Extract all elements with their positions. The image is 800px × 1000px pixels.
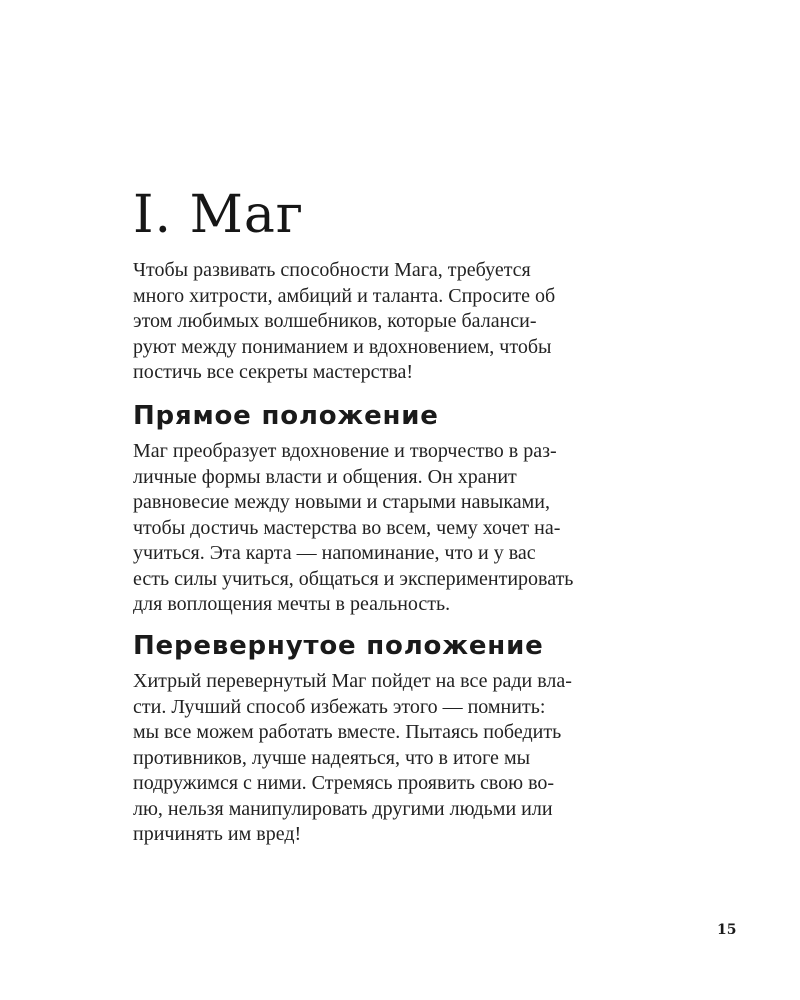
upright-paragraph [133,439,693,618]
reversed-heading: Перевернутое положение [133,631,544,661]
reversed-line: Хитрый перевернутый Маг пойдет на все ради вла- [133,670,572,692]
upright-heading: Прямое положение [133,401,439,431]
upright-line: учиться. Эта карта — напоминание, что и у вас [133,542,536,564]
reversed-line: сти. Лучший способ избежать этого — помнить: [133,695,546,718]
reversed-line: противников, лучше надеяться, что в итоге мы [133,746,531,769]
reversed-paragraph [133,669,693,848]
upright-line: Маг преобразует вдохновение и творчество в раз- [133,440,557,462]
upright-line: чтобы достичь мастерства во всем, чему хочет на- [133,516,561,539]
reversed-line: подружимся с ними. Стремясь проявить свою во- [133,772,555,794]
intro-paragraph [133,258,693,386]
reversed-line: причинять им вред! [133,823,302,845]
upright-line: есть силы учиться, общаться и экспериментировать [133,567,574,590]
intro-line: много хитрости, амбиций и таланта. Спросите об [133,284,556,307]
page-number: 15 [717,922,737,938]
intro-line: руют между пониманием и вдохновением, чтобы [133,335,552,358]
upright-line: равновесие между новыми и старыми навыками, [133,491,551,513]
intro-line: постичь все секреты мастерства! [133,361,414,383]
reversed-line: мы все можем работать вместе. Пытаясь победить [133,721,562,743]
intro-line: этом любимых волшебников, которые баланси- [133,310,537,332]
upright-line: для воплощения мечты в реальность. [133,593,451,615]
reversed-line: лю, нельзя манипулировать другими людьми или [133,797,553,820]
intro-line: Чтобы развивать способности Мага, требуется [133,259,531,281]
upright-line: личные формы власти и общения. Он хранит [133,465,517,488]
chapter-title: I. Маг [133,185,305,245]
